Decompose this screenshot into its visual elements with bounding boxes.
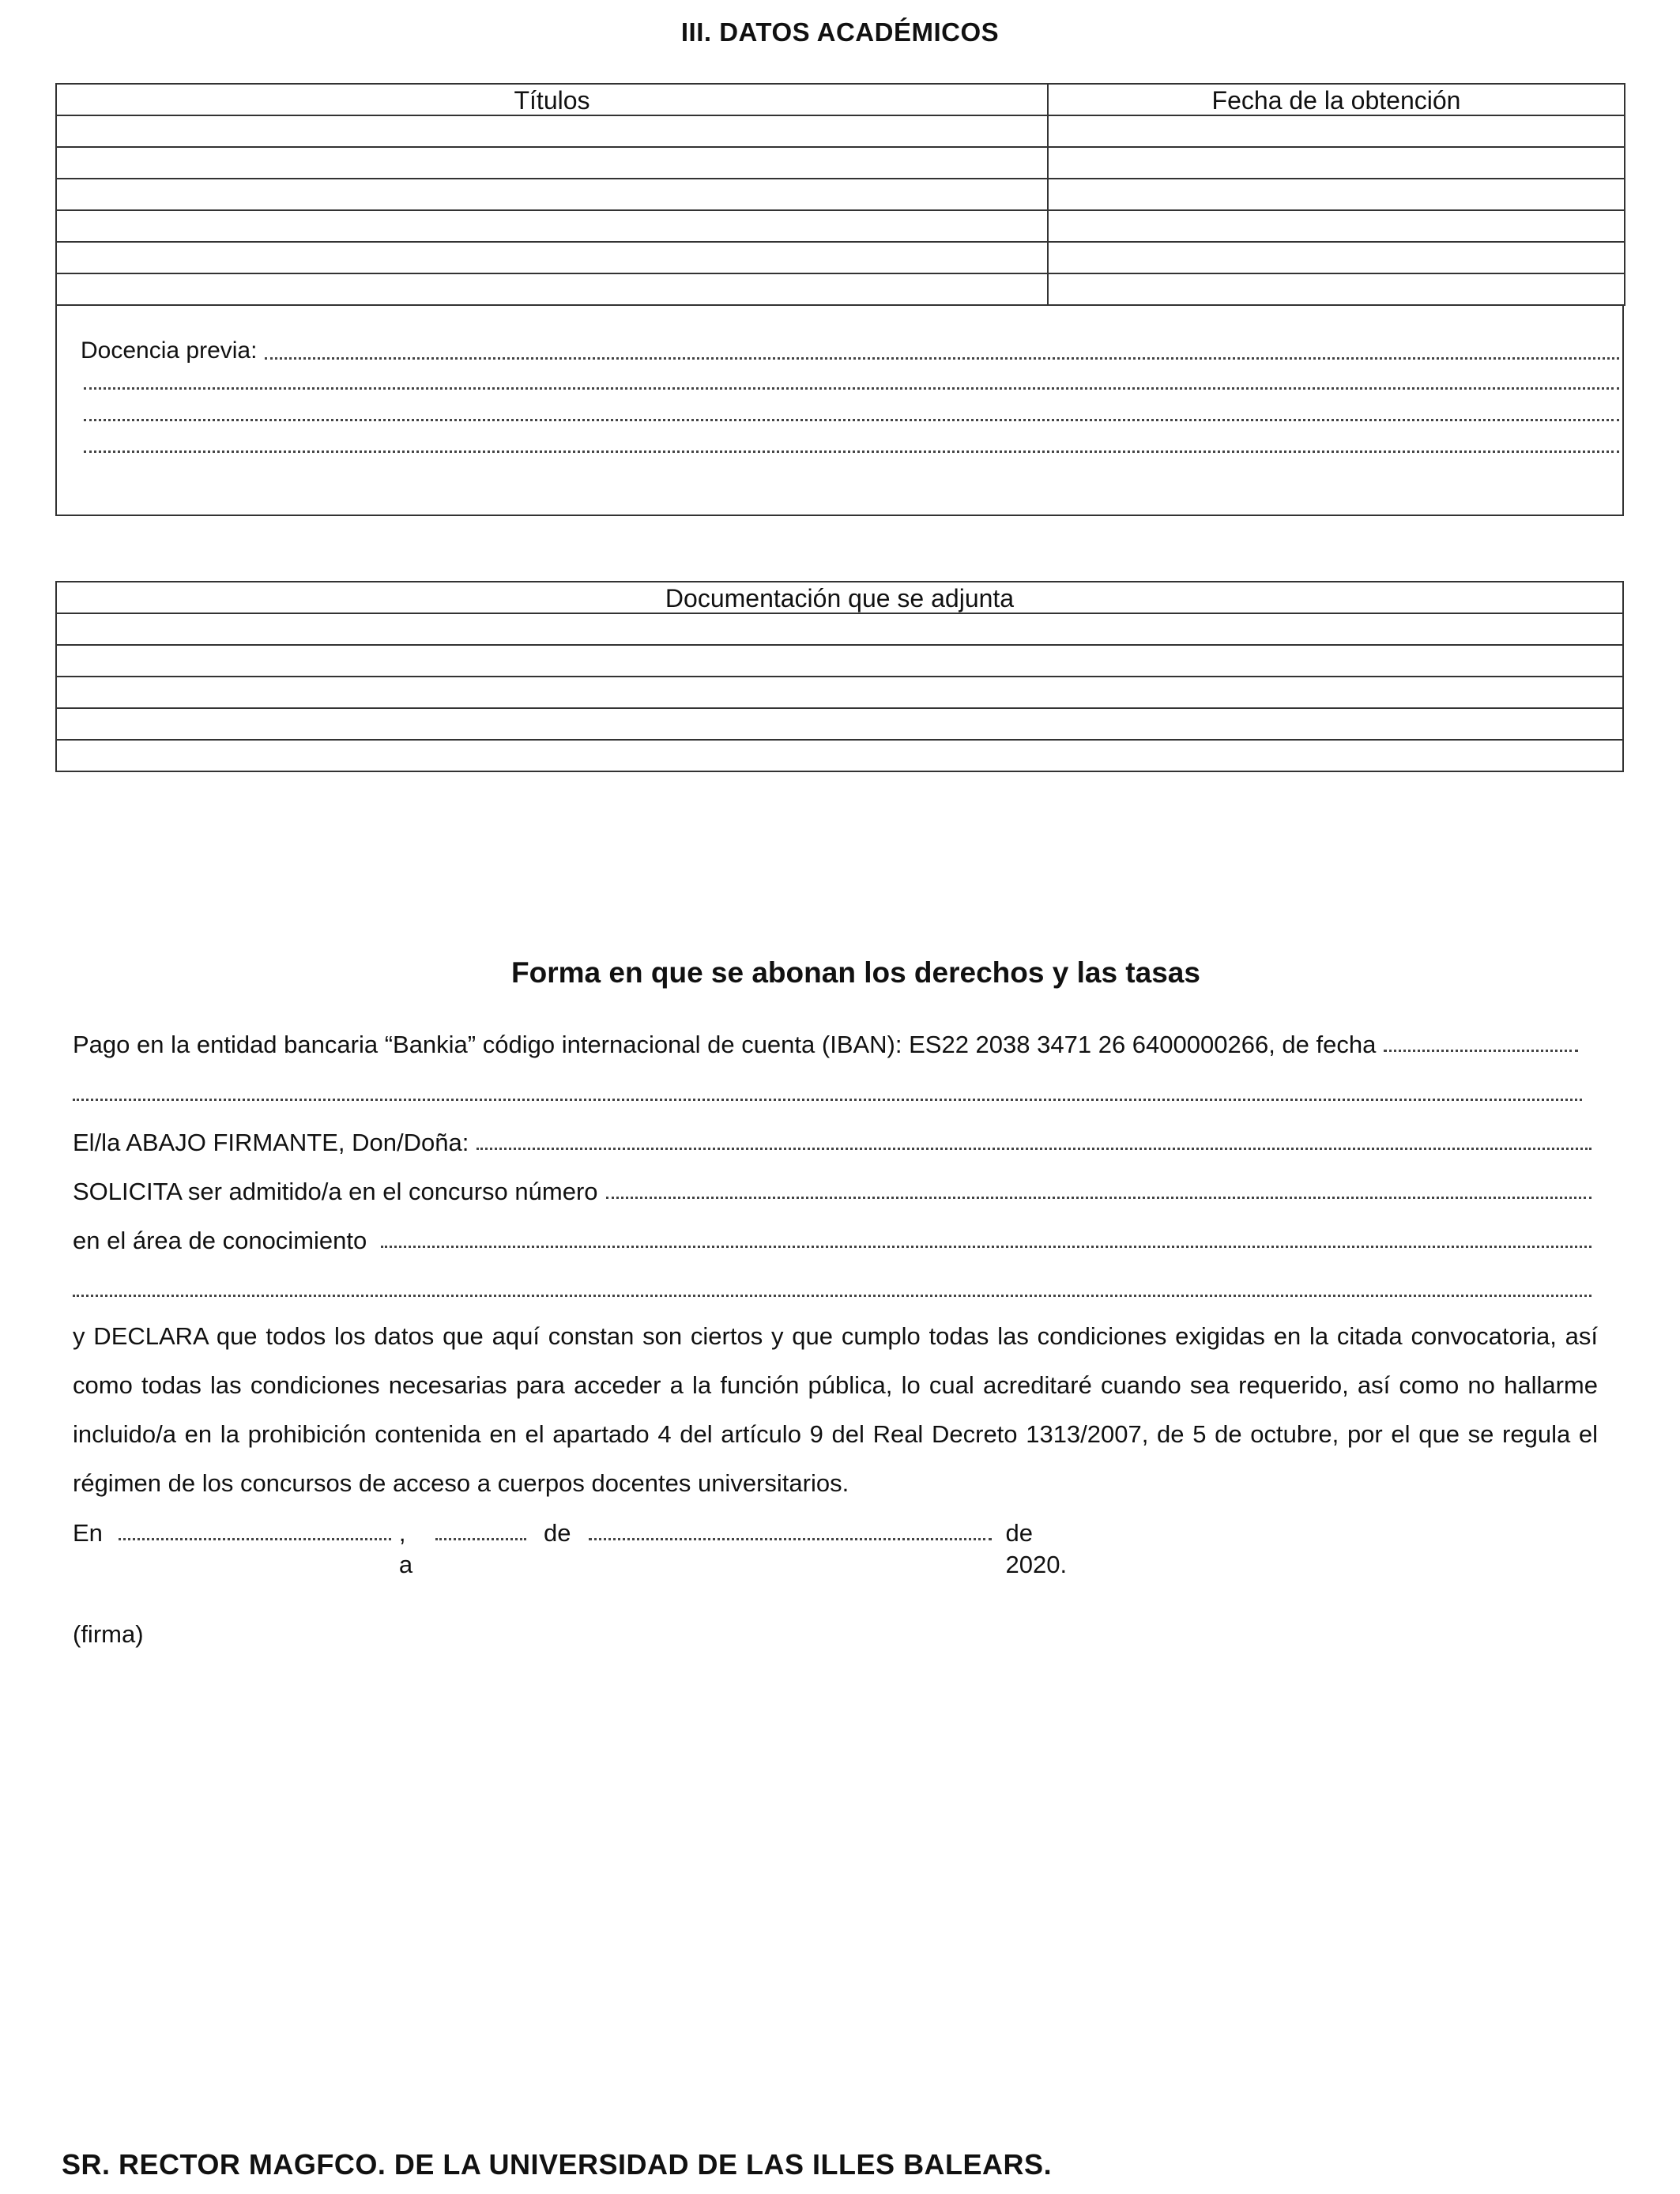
titulo-cell[interactable]	[56, 210, 1048, 242]
request-line[interactable]	[73, 1176, 1591, 1208]
area-label: en el área de conocimiento	[73, 1227, 367, 1254]
bank-line[interactable]	[73, 1029, 1578, 1061]
document-cell[interactable]	[56, 613, 1623, 645]
docencia-line-3[interactable]	[84, 398, 1619, 427]
fecha-cell[interactable]	[1048, 210, 1625, 242]
docencia-dots	[84, 398, 1619, 421]
table-row	[56, 147, 1625, 179]
docencia-label: Docencia previa:	[81, 337, 258, 364]
de-word: de	[544, 1519, 571, 1547]
place-date-line[interactable]	[73, 1517, 1100, 1578]
fecha-cell[interactable]	[1048, 242, 1625, 273]
signer-line[interactable]	[73, 1127, 1591, 1159]
table-row	[56, 740, 1623, 771]
request-label: SOLICITA ser admitido/a en el concurso número	[73, 1178, 598, 1205]
area-line-2[interactable]	[73, 1274, 1591, 1306]
place-comma-a: , a	[398, 1519, 413, 1578]
table-header-row	[56, 84, 1625, 115]
addressee-line: SR. RECTOR MAGFCO. DE LA UNIVERSIDAD DE LAS ILLES BALEARS.	[62, 2148, 1053, 2181]
table-row	[56, 210, 1625, 242]
docencia-dots	[84, 367, 1619, 390]
table-row	[56, 613, 1623, 645]
document-cell[interactable]	[56, 740, 1623, 771]
declaration-paragraph: y DECLARA que todos los datos que aquí constan son ciertos y que cumplo todas las condiciones exigidas en la citada convocatoria, así como todas las condiciones necesarias para acceder a la función pública, lo cual acreditaré cuando sea requerido, así como no hallarme incluido/a en la prohibición contenida en el apartado 4 del artículo 9 del Real Decreto 1313/2007, de 5 de octubre, por el que se regula el régimen de los concursos de acceso a cuerpos docentes universitarios.	[73, 1322, 1598, 1497]
table-header-row	[56, 582, 1623, 613]
table-row	[56, 115, 1625, 147]
table-row	[56, 273, 1625, 305]
fill-dots	[73, 1274, 1591, 1297]
titulo-cell[interactable]	[56, 115, 1048, 147]
fecha-cell[interactable]	[1048, 115, 1625, 147]
docencia-previa-box	[55, 305, 1624, 516]
titulo-cell[interactable]	[56, 147, 1048, 179]
docencia-line-1[interactable]	[81, 337, 1619, 365]
area-line[interactable]	[73, 1225, 1591, 1257]
column-header-fecha: Fecha de la obtención	[1048, 84, 1625, 115]
academic-data-table	[55, 83, 1625, 306]
document-cell[interactable]	[56, 645, 1623, 677]
fill-dots	[73, 1078, 1582, 1101]
docencia-dots	[84, 430, 1619, 453]
fecha-dots	[1384, 1029, 1578, 1052]
titulo-cell[interactable]	[56, 179, 1048, 210]
table-row	[56, 645, 1623, 677]
bank-text: Pago en la entidad bancaria “Bankia” código internacional de cuenta (IBAN): ES22 2038 3471 26 6400000266, de fecha	[73, 1031, 1377, 1058]
titulo-cell[interactable]	[56, 273, 1048, 305]
document-cell[interactable]	[56, 708, 1623, 740]
docencia-line-2[interactable]	[84, 367, 1619, 395]
fecha-cell[interactable]	[1048, 147, 1625, 179]
signer-dots	[477, 1127, 1591, 1150]
area-dots	[381, 1225, 1591, 1248]
table-row	[56, 677, 1623, 708]
day-dots	[435, 1517, 526, 1540]
fecha-cell[interactable]	[1048, 273, 1625, 305]
place-prefix: En	[73, 1519, 103, 1547]
place-dots	[119, 1517, 391, 1540]
table-row	[56, 242, 1625, 273]
signer-label: El/la ABAJO FIRMANTE, Don/Doña:	[73, 1129, 469, 1156]
docencia-line-4[interactable]	[84, 430, 1619, 458]
year-suffix: de 2020.	[1005, 1519, 1068, 1578]
fecha-cell[interactable]	[1048, 179, 1625, 210]
table-row	[56, 708, 1623, 740]
docencia-dots	[265, 337, 1619, 360]
payment-title: Forma en que se abonan los derechos y las tasas	[511, 956, 1200, 989]
table-row	[56, 179, 1625, 210]
titulo-cell[interactable]	[56, 242, 1048, 273]
bank-line-2[interactable]	[73, 1078, 1582, 1110]
section-title: III. DATOS ACADÉMICOS	[680, 17, 1000, 47]
signature-label: (firma)	[73, 1620, 144, 1648]
documentation-table	[55, 581, 1624, 772]
month-dots	[589, 1517, 992, 1540]
concurso-dots	[606, 1176, 1591, 1199]
documentation-header: Documentación que se adjunta	[56, 582, 1623, 613]
document-cell[interactable]	[56, 677, 1623, 708]
column-header-titulos: Títulos	[56, 84, 1048, 115]
